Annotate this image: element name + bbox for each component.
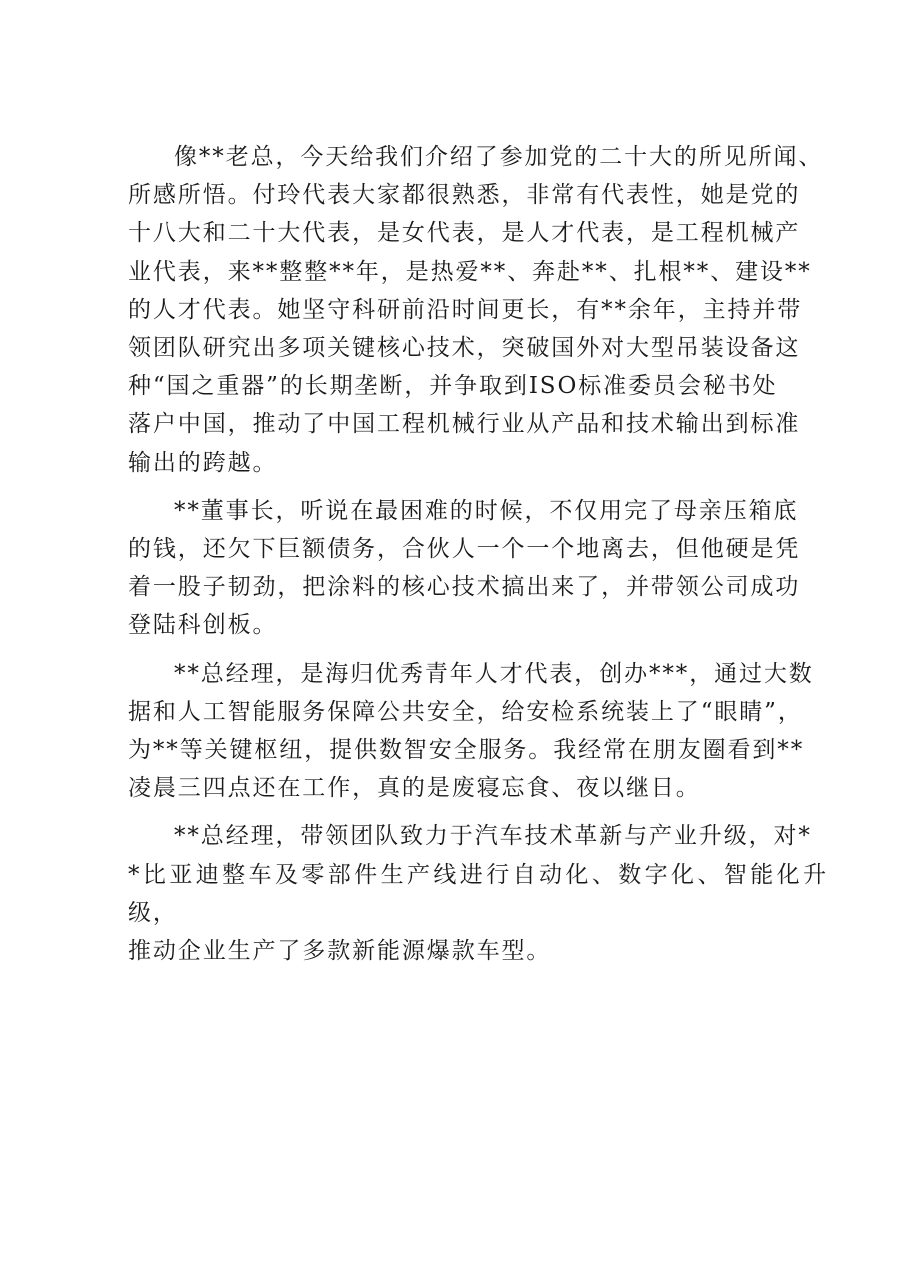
text-line: 领团队研究出多项关键核心技术，突破国外对大型吊装设备这	[128, 335, 801, 362]
text-line: 为**等关键枢纽，提供数智安全服务。我经常在朋友圈看到**	[128, 737, 805, 764]
text-line: 像**老总，今天给我们介绍了参加党的二十大的所见所闻、	[174, 144, 824, 170]
paragraph-1	[128, 138, 828, 482]
text-line: **总经理，是海归优秀青年人才代表，创办***，通过大数	[174, 660, 814, 687]
paragraph-4	[128, 817, 828, 970]
text-line: 业代表，来**整整**年，是热爱**、奔赴**、扎根**、建设**	[128, 258, 812, 285]
text-line: 凌晨三四点还在工作，真的是废寝忘食、夜以继日。	[128, 775, 701, 802]
text-line: *比亚迪整车及零部件生产线进行自动化、数字化、智能化升级，	[128, 861, 828, 926]
text-line: 种“国之重器”的长期垄断，并争取到ISO标准委员会秘书处	[128, 373, 778, 400]
paragraph-3	[128, 655, 828, 808]
document-body	[128, 138, 828, 980]
text-line: 十八大和二十大代表，是女代表，是人才代表，是工程机械产	[128, 220, 801, 247]
text-line: 所感所悟。付玲代表大家都很熟悉，非常有代表性，她是党的	[128, 182, 801, 209]
text-line: 落户中国，推动了中国工程机械行业从产品和技术输出到标准	[128, 411, 801, 438]
paragraph-2	[128, 492, 828, 645]
text-line: **总经理，带领团队致力于汽车技术革新与产业升级，对*	[174, 823, 812, 850]
text-line: **董事长，听说在最困难的时候，不仅用完了母亲压箱底	[174, 497, 799, 524]
text-line: 据和人工智能服务保障公共安全，给安检系统装上了“眼睛”，	[128, 698, 803, 725]
text-line: 着一股子韧劲，把涂料的核心技术搞出来了，并带领公司成功	[128, 574, 801, 601]
text-line: 的钱，还欠下巨额债务，合伙人一个一个地离去，但他硬是凭	[128, 536, 801, 563]
text-line: 推动企业生产了多款新能源爆款车型。	[128, 938, 552, 965]
text-line: 输出的跨越。	[128, 449, 278, 476]
text-line: 登陆科创板。	[128, 612, 278, 639]
text-line: 的人才代表。她坚守科研前沿时间更长，有**余年，主持并带	[128, 296, 803, 323]
